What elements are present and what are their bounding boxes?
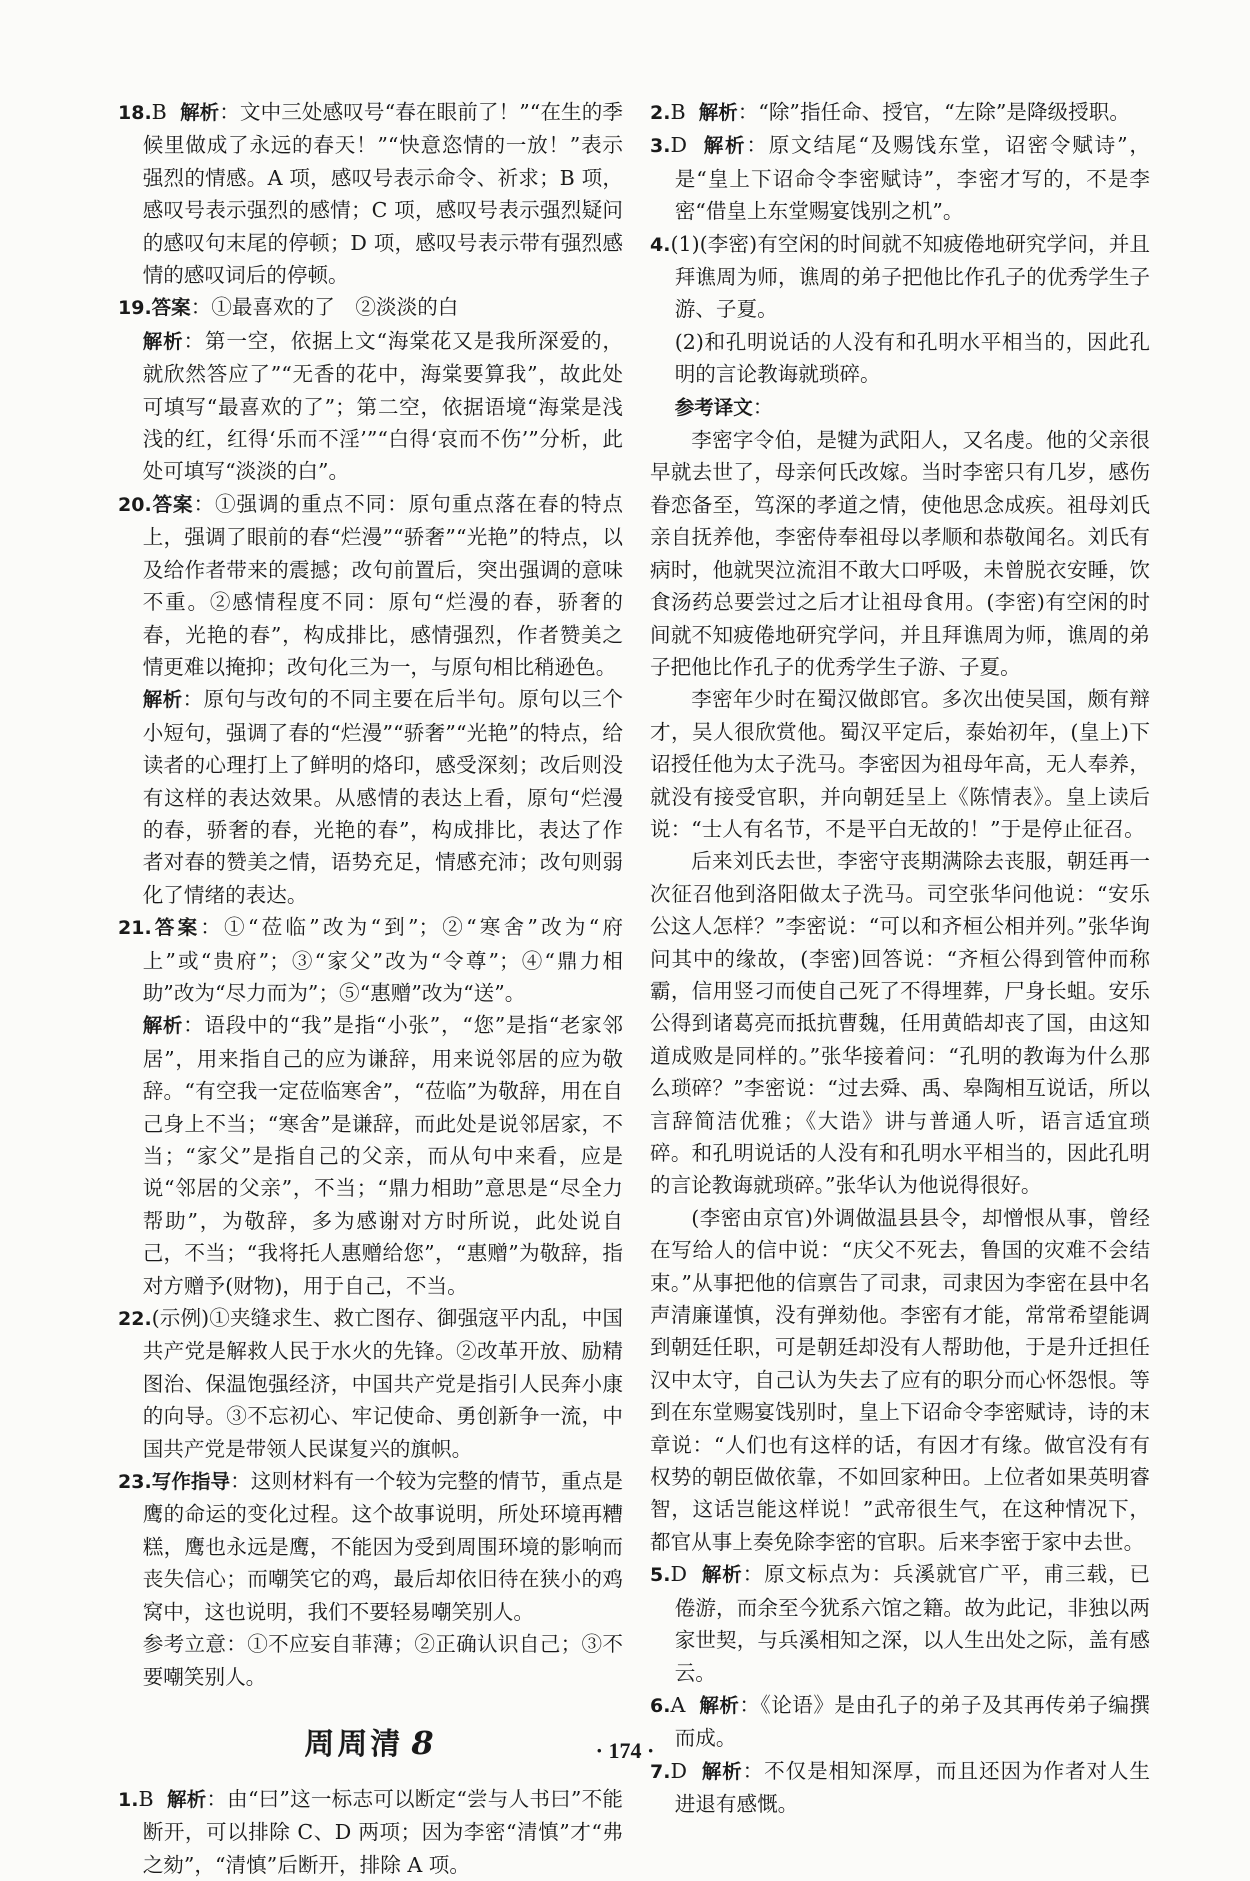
answer-s7: 7.D 解析：不仅是相知深厚，而且还因为作者对人生进退有感慨。: [650, 1758, 1151, 1817]
translation-paragraph: 李密字令伯，是犍为武阳人，又名虔。他的父亲很早就去世了，母亲何氏改嫁。当时李密只有几岁，感伤眷恋备至，笃深的孝道之情，使他思念成疾。祖母刘氏亲自抚养他，李密侍奉祖母以孝顺和恭敬闻名。刘氏有病时，他就哭泣流泪不敢大口呼吸，未曾脱衣安睡，饮食汤药总要尝过之后才让祖母食用。(李密)有空闲的时间就不知疲倦地研究学问，并且拜谯周为师，谯周的弟子把他比作孔子的优秀学生子游、子夏。: [650, 428, 1150, 679]
page-number: · 174 ·: [595, 1738, 655, 1763]
answer-s3: 3.D 解析：原文结尾“及赐饯东堂，诏密令赋诗”，是“皇上下诏命令李密赋诗”，李密才写的，不是李密“借皇上东堂赐宴饯别之机”。: [650, 133, 1150, 224]
analysis-21: 解析：语段中的“我”是指“小张”，“您”是指“老家邻居”，用来指自己的应为谦辞，用来说邻居的应为敬辞。“有空我一定莅临寒舍”，“莅临”为敬辞，用在自己身上不当；“寒舍”是谦辞，而此处是说邻居家，不当；“家父”是指自己的父亲，而从句中来看，应是说“邻居的父亲”，不当；“鼎力相助”意思是“尽全力帮助”，为敬辞，多为感谢对方时所说，此处说自己，不当；“我将托人惠赠给您”，“惠赠”为敬辞，指对方赠予(财物)，用于自己，不当。: [142, 1013, 623, 1298]
analysis-19: 解析：第一空，依据上文“海棠花又是我所深爱的，就欣然答应了”“无香的花中，海棠要算我”，故此处可填写“最喜欢的了”；第二空，依据语境“海棠是浅浅的红，红得‘乐而不淫’”“白得‘哀而不伤’”分析，此处可填写“淡淡的白”。: [142, 328, 623, 484]
translation-paragraph: 后来刘氏去世，李密守丧期满除去丧服，朝廷再一次征召他到洛阳做太子洗马。司空张华问他说：“安乐公这人怎样？”李密说：“可以和齐桓公相并列。”张华询问其中的缘故，(李密)回答说：“齐桓公得到管仲而称霸，信用竖刁而使自己死了不得埋葬，尸身长蛆。安乐公得到诸葛亮而抵抗曹魏，任用黄皓却丧了国，由这知道成败是同样的。”张华接着问：“孔明的教诲为什么那么琐碎？”李密说：“过去舜、禹、皋陶相互说话，所以言辞简洁优雅；《大诰》讲与普通人听，语言适宜琐碎。和孔明说话的人没有和孔明水平相当的，因此孔明的言论教诲就琐碎。”张华认为他说得很好。: [650, 849, 1150, 1198]
answer-20: 20.答案：①强调的重点不同：原句重点落在春的特点上，强调了眼前的春“烂漫”“骄奢”“光艳”的特点，以及给作者带来的震撼；改句前置后，突出强调的意味不重。②感情程度不同：原句“烂漫的春，骄奢的春，光艳的春”，构成排比，感情强烈，作者赞美之情更难以掩抑；改句化三为一，与原句相比稍逊色。: [118, 491, 623, 679]
translation-paragraph: 李密年少时在蜀汉做郎官。多次出使吴国，颇有辩才，吴人很欣赏他。蜀汉平定后，泰始初年，(皇上)下诏授任他为太子洗马。李密因为祖母年高，无人奉养，就没有接受官职，并向朝廷呈上《陈情表》。皇上读后说：“士人有名节，不是平白无故的！”于是停止征召。: [650, 687, 1150, 841]
answer-22: 22.(示例)①夹缝求生、救亡图存、御强寇平内乱，中国共产党是解救人民于水火的先锋。②改革开放、励精图治、保温饱强经济，中国共产党是指引人民奔小康的向导。③不忘初心、牢记使命、勇创新争一流，中国共产党是带领人民谋复兴的旗帜。: [118, 1306, 623, 1461]
translation-heading: 参考译文：: [674, 394, 774, 419]
answer-s4-part2: (2)和孔明说话的人没有和孔明水平相当的，因此孔明的言论教诲就琐碎。: [674, 329, 1150, 387]
answer-s2: 2.B 解析：“除”指任命、授官，“左除”是降级授职。: [650, 100, 1130, 124]
reference-theme-23: 参考立意：①不应妄自菲薄；②正确认识自己；③不要嘲笑别人。: [142, 1632, 623, 1689]
answer-21: 21.答案：①“莅临”改为“到”；②“寒舍”改为“府上”或“贵府”；③“家父”改为“令尊”；④“鼎力相助”改为“尽力而为”；⑤“惠赠”改为“送”。: [118, 915, 623, 1005]
answer-s4: 4.(1)(李密)有空闲的时间就不知疲倦地研究学问，并且拜谯周为师，谯周的弟子把他比作孔子的优秀学生子游、子夏。: [650, 231, 1150, 322]
right-column: [650, 96, 1150, 1821]
answer-s6: 6.A 解析：《论语》是由孔子的弟子及其再传弟子编撰而成。: [650, 1692, 1151, 1751]
answer-s5: 5.D 解析：原文标点为：兵溪就官广平，甫三载，已倦游，而余至今犹系六馆之籍。故为此记，非独以两家世契，与兵溪相知之深，以人生出处之际，盖有感云。: [650, 1562, 1151, 1685]
analysis-20: 解析：原句与改句的不同主要在后半句。原句以三个小短句，强调了春的“烂漫”“骄奢”“光艳”的特点，给读者的心理打上了鲜明的烙印，感受深刻；改后则没有这样的表达效果。从感情的表达上看，原句“烂漫的春，骄奢的春，光艳的春”，构成排比，表达了作者对春的赞美之情，语势充足，情感充沛；改句则弱化了情绪的表达。: [142, 687, 623, 907]
answer-23: 23.写作指导：这则材料有一个较为完整的情节，重点是鹰的命运的变化过程。这个故事说明，所处环境再糟糕，鹰也永远是鹰，不能因为受到周围环境的影响而丧失信心；而嘲笑它的鸡，最后却依旧待在狭小的鸡窝中，这也说明，我们不要轻易嘲笑别人。: [118, 1469, 623, 1624]
left-column: [118, 96, 623, 1881]
answer-19: 19.答案：①最喜欢的了 ②淡淡的白: [118, 295, 459, 320]
translation-paragraph: (李密由京官)外调做温县县令，却憎恨从事，曾经在写给人的信中说：“庆父不死去，鲁国的灾难不会结束。”从事把他的信禀告了司隶，司隶因为李密在县中名声清廉谨慎，没有弹劾他。李密有才能，常常希望能调到朝廷任职，可是朝廷却没有人帮助他，于是升迁担任汉中太守，自己认为失去了应有的职分而心怀怨恨。等到在东堂赐宴饯别时，皇上下诏命令李密赋诗，诗的末章说：“人们也有这样的话，有因才有缘。做官没有有权势的朝臣做依靠，不如回家种田。上位者如果英明睿智，这话岂能这样说！”武帝很生气，在这种情况下，都官从事上奏免除李密的官职。后来李密于家中去世。: [650, 1205, 1150, 1554]
answer-s1: 1.B 解析：由“曰”这一标志可以断定“尝与人书曰”不能断开，可以排除 C、D 两项；因为李密“清慎”才“弗之劾”，“清慎”后断开，排除 A 项。: [118, 1786, 623, 1877]
answer-18: 18.B 解析：文中三处感叹号“春在眼前了！”“在生的季候里做成了永远的春天！”“快意恣情的一放！”表示强烈的情感。A 项，感叹号表示命令、祈求；B 项，感叹号表示强烈的感情；C 项，感叹号表示强烈疑问的感叹句末尾的停顿；D 项，感叹号表示带有强烈感情的感叹词后的停顿。: [118, 100, 623, 288]
section-heading: 周周清 8: [304, 1723, 437, 1762]
